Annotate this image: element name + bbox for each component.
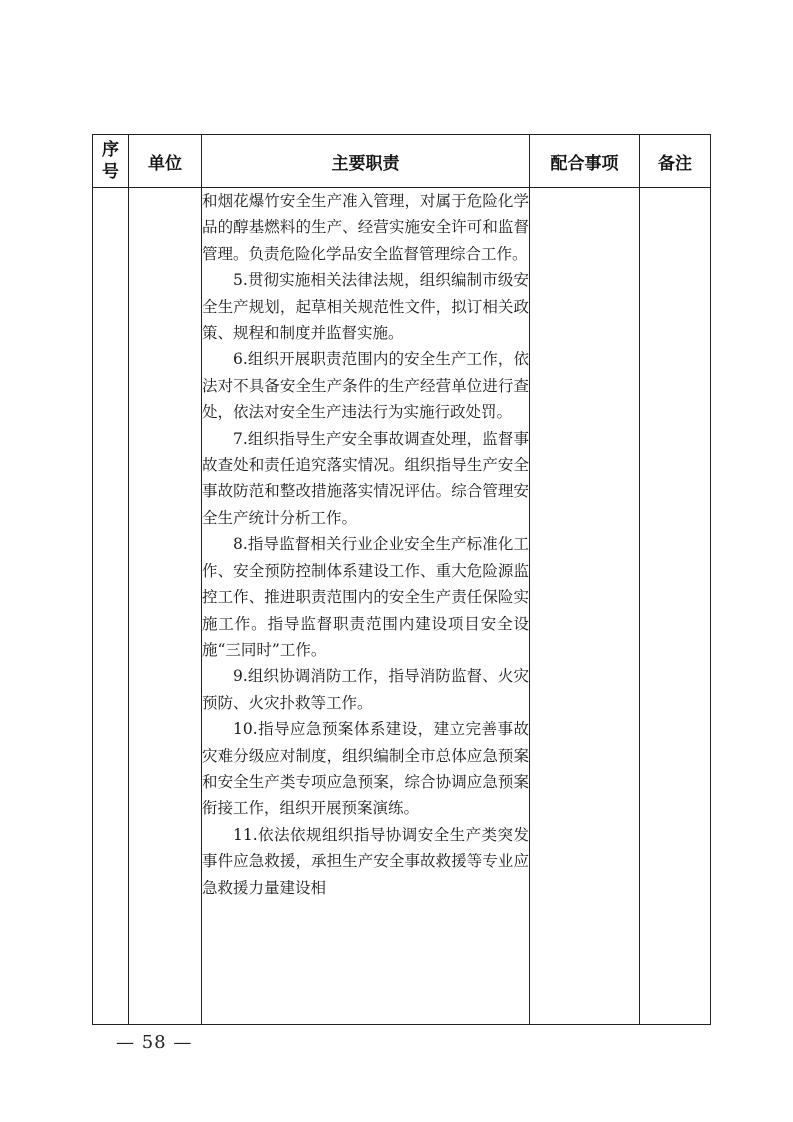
header-remarks: 备注 (640, 135, 711, 188)
duties-cell (202, 188, 530, 1025)
header-seq (93, 135, 129, 188)
duty-paragraph-6: 6.组织开展职责范围内的安全生产工作，依法对不具备安全生产条件的生产经营单位进行查处，依法对安全生产违法行为实施行政处罚。 (202, 350, 529, 422)
duty-paragraph-7: 7.组织指导生产安全事故调查处理，监督事故查处和责任追究落实情况。组织指导生产安全事故防范和整改措施落实情况评估。综合管理安全生产统计分析工作。 (202, 429, 529, 527)
duty-paragraph-5: 5.贯彻实施相关法律法规，组织编制市级安全生产规划，起草相关规范性文件，拟订相关政策、规程和制度并监督实施。 (202, 271, 529, 343)
seq-cell (93, 188, 129, 1025)
header-cooperation: 配合事项 (530, 135, 640, 188)
duty-paragraph-8: 8.指导监督相关行业企业安全生产标准化工作、安全预防控制体系建设工作、重大危险源监控工作、推进职责范围内的安全生产责任保险实施工作。指导监督职责范围内建设项目安全设施“三同时”工作。 (202, 535, 529, 659)
duty-paragraph-continued: 和烟花爆竹安全生产准入管理，对属于危险化学品的醇基燃料的生产、经营实施安全许可和监督管理。负责危险化学品安全监督管理综合工作。 (202, 192, 529, 263)
duty-paragraph-11: 11.依法依规组织指导协调安全生产类突发事件应急救援，承担生产安全事故救援等专业应急救援力量建设相 (202, 825, 529, 897)
header-duties: 主要职责 (202, 135, 530, 188)
header-row (93, 135, 711, 188)
header-unit: 单位 (129, 135, 202, 188)
duty-table (92, 134, 711, 1025)
header-seq-line1: 序 (102, 140, 119, 160)
table-row (93, 188, 711, 1025)
duty-paragraph-10: 10.指导应急预案体系建设，建立完善事故灾难分级应对制度，组织编制全市总体应急预案和安全生产类专项应急预案，综合协调应急预案衔接工作，组织开展预案演练。 (202, 720, 529, 818)
page-number: — 58 — (116, 1032, 193, 1053)
remarks-cell (640, 188, 711, 1025)
header-seq-line2: 号 (102, 162, 119, 182)
duty-paragraph-9: 9.组织协调消防工作，指导消防监督、火灾预防、火灾扑救等工作。 (202, 667, 529, 712)
cooperation-cell (530, 188, 640, 1025)
unit-cell (129, 188, 202, 1025)
